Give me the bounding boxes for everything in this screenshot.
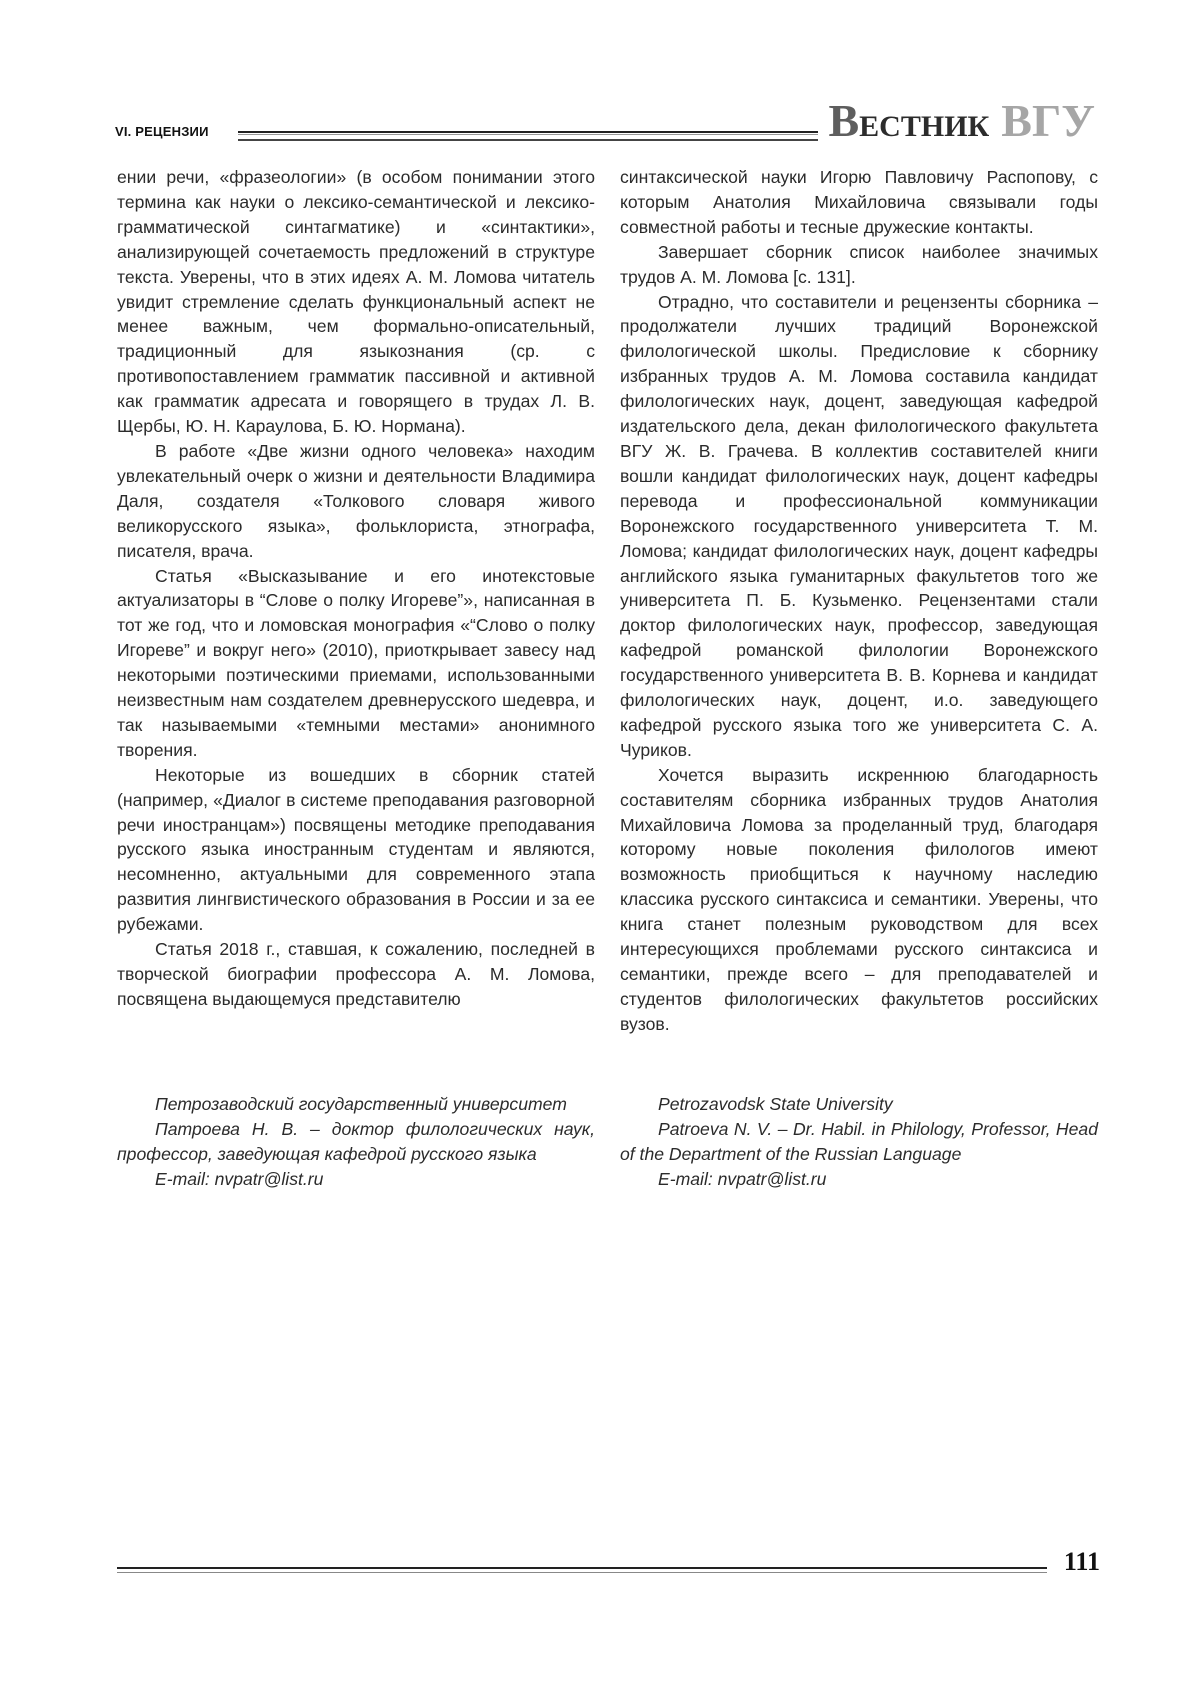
affiliation: Petrozavodsk State University [658, 1094, 893, 1114]
paragraph: ении речи, «фразеологии» (в особом понимании этого термина как науки о лексико-семантической и лексико-грамматической синтагматике) и «синтактики», анализирующей сочетаемость предложений в структуре текста. Уверены, что в этих идеях А. М. Ломова читатель увидит стремление сделать функциональный аспект не менее важным, чем формально-описательный, традиционный для языкознания (ср. с противопоставлением грамматик пассивной и активной как грамматик адресата и говорящего в трудах Л. В. Щербы, Ю. Н. Караулова, Б. Ю. Нормана). [117, 167, 595, 437]
author-signature-ru [117, 1092, 595, 1192]
journal-logo [828, 95, 1095, 146]
paragraph: Некоторые из вошедших в сборник статей (например, «Диалог в системе преподавания разговорной речи иностранцам») посвящены методике преподавания русского языка иностранным студентам и являются, несомненно, актуальными для современного этапа развития лингвистического образования в России и за ее рубежами. [117, 764, 595, 935]
paragraph: Статья «Высказывание и его инотекстовые актуализаторы в “Слове о полку Игореве”», написанная в тот же год, что и ломовская монография «“Слово о полку Игореве” и вокруг него» (2010), приоткрывает завесу над некоторыми поэтическими приемами, использованными неизвестным нам создателем древнерусского шедевра, и так называемыми «темными местами» анонимного творения. [117, 565, 595, 760]
affiliation: Петрозаводский государственный университет [155, 1094, 567, 1114]
page-number: 111 [1063, 1547, 1100, 1576]
paragraph: В работе «Две жизни одного человека» находим увлекательный очерк о жизни и деятельности Владимира Даля, создателя «Толкового словаря живого великорусского языка», фольклориста, этнографа, писателя, врача. [117, 440, 595, 561]
right-column [620, 165, 1098, 1037]
author-credentials: Патроева Н. В. – доктор филологических наук, профессор, заведующая кафедрой русского языка [117, 1118, 595, 1164]
journal-logo-abbr: ВГУ [1001, 95, 1095, 146]
journal-logo-initial: В [828, 95, 860, 146]
paragraph: синтаксической науки Игорю Павловичу Распопову, с которым Анатолия Михайловича связывали годы совместной работы и тесные дружеские контакты. [620, 167, 1098, 237]
journal-logo-word: ЕСТНИК [859, 110, 990, 143]
paragraph: Завершает сборник список наиболее значимых трудов А. М. Ломова [с. 131]. [620, 241, 1098, 287]
paragraph: Хочется выразить искреннюю благодарность составителям сборника избранных трудов Анатолия Михайловича Ломова за проделанный труд, благодаря которому новые поколения филологов имеют возможность приобщиться к научному наследию классика русского синтаксиса и семантики. Уверены, что книга станет полезным руководством для всех интересующихся проблемами русского синтаксиса и семантики, прежде всего – для преподавателей и студентов филологических факультетов российских вузов. [620, 764, 1098, 1034]
author-credentials: Patroeva N. V. – Dr. Habil. in Philology, Professor, Head of the Department of the Russian Language [620, 1118, 1098, 1164]
author-signature-en [620, 1092, 1098, 1192]
paragraph: Статья 2018 г., ставшая, к сожалению, последней в творческой биографии профессора А. М. Ломова, посвящена выдающемуся представителю [117, 939, 595, 1009]
footer-rule [117, 1567, 1047, 1573]
paragraph: Отрадно, что составители и рецензенты сборника – продолжатели лучших традиций Воронежской филологической школы. Предисловие к сборнику избранных трудов А. М. Ломова составила кандидат филологических наук, доцент, заведующая кафедрой издательского дела, декан филологического факультета ВГУ Ж. В. Грачева. В коллектив составителей книги вошли кандидат филологических наук, доцент кафедры перевода и профессиональной коммуникации Воронежского государственного университета Т. М. Ломова; кандидат филологических наук, доцент кафедры английского языка гуманитарных факультетов того же университета П. Б. Кузьменко. Рецензентами стали доктор филологических наук, профессор, заведующая кафедрой романской филологии Воронежского государственного университета В. В. Корнева и кандидат филологических наук, доцент, и.о. заведующего кафедрой русского языка того же университета С. А. Чуриков. [620, 291, 1098, 760]
author-email[interactable]: E-mail: nvpatr@list.ru [658, 1168, 827, 1189]
section-title: VI. РЕЦЕНЗИИ [115, 124, 209, 139]
author-email[interactable]: E-mail: nvpatr@list.ru [155, 1168, 324, 1189]
left-column [117, 165, 595, 1012]
header-rule [238, 131, 818, 141]
